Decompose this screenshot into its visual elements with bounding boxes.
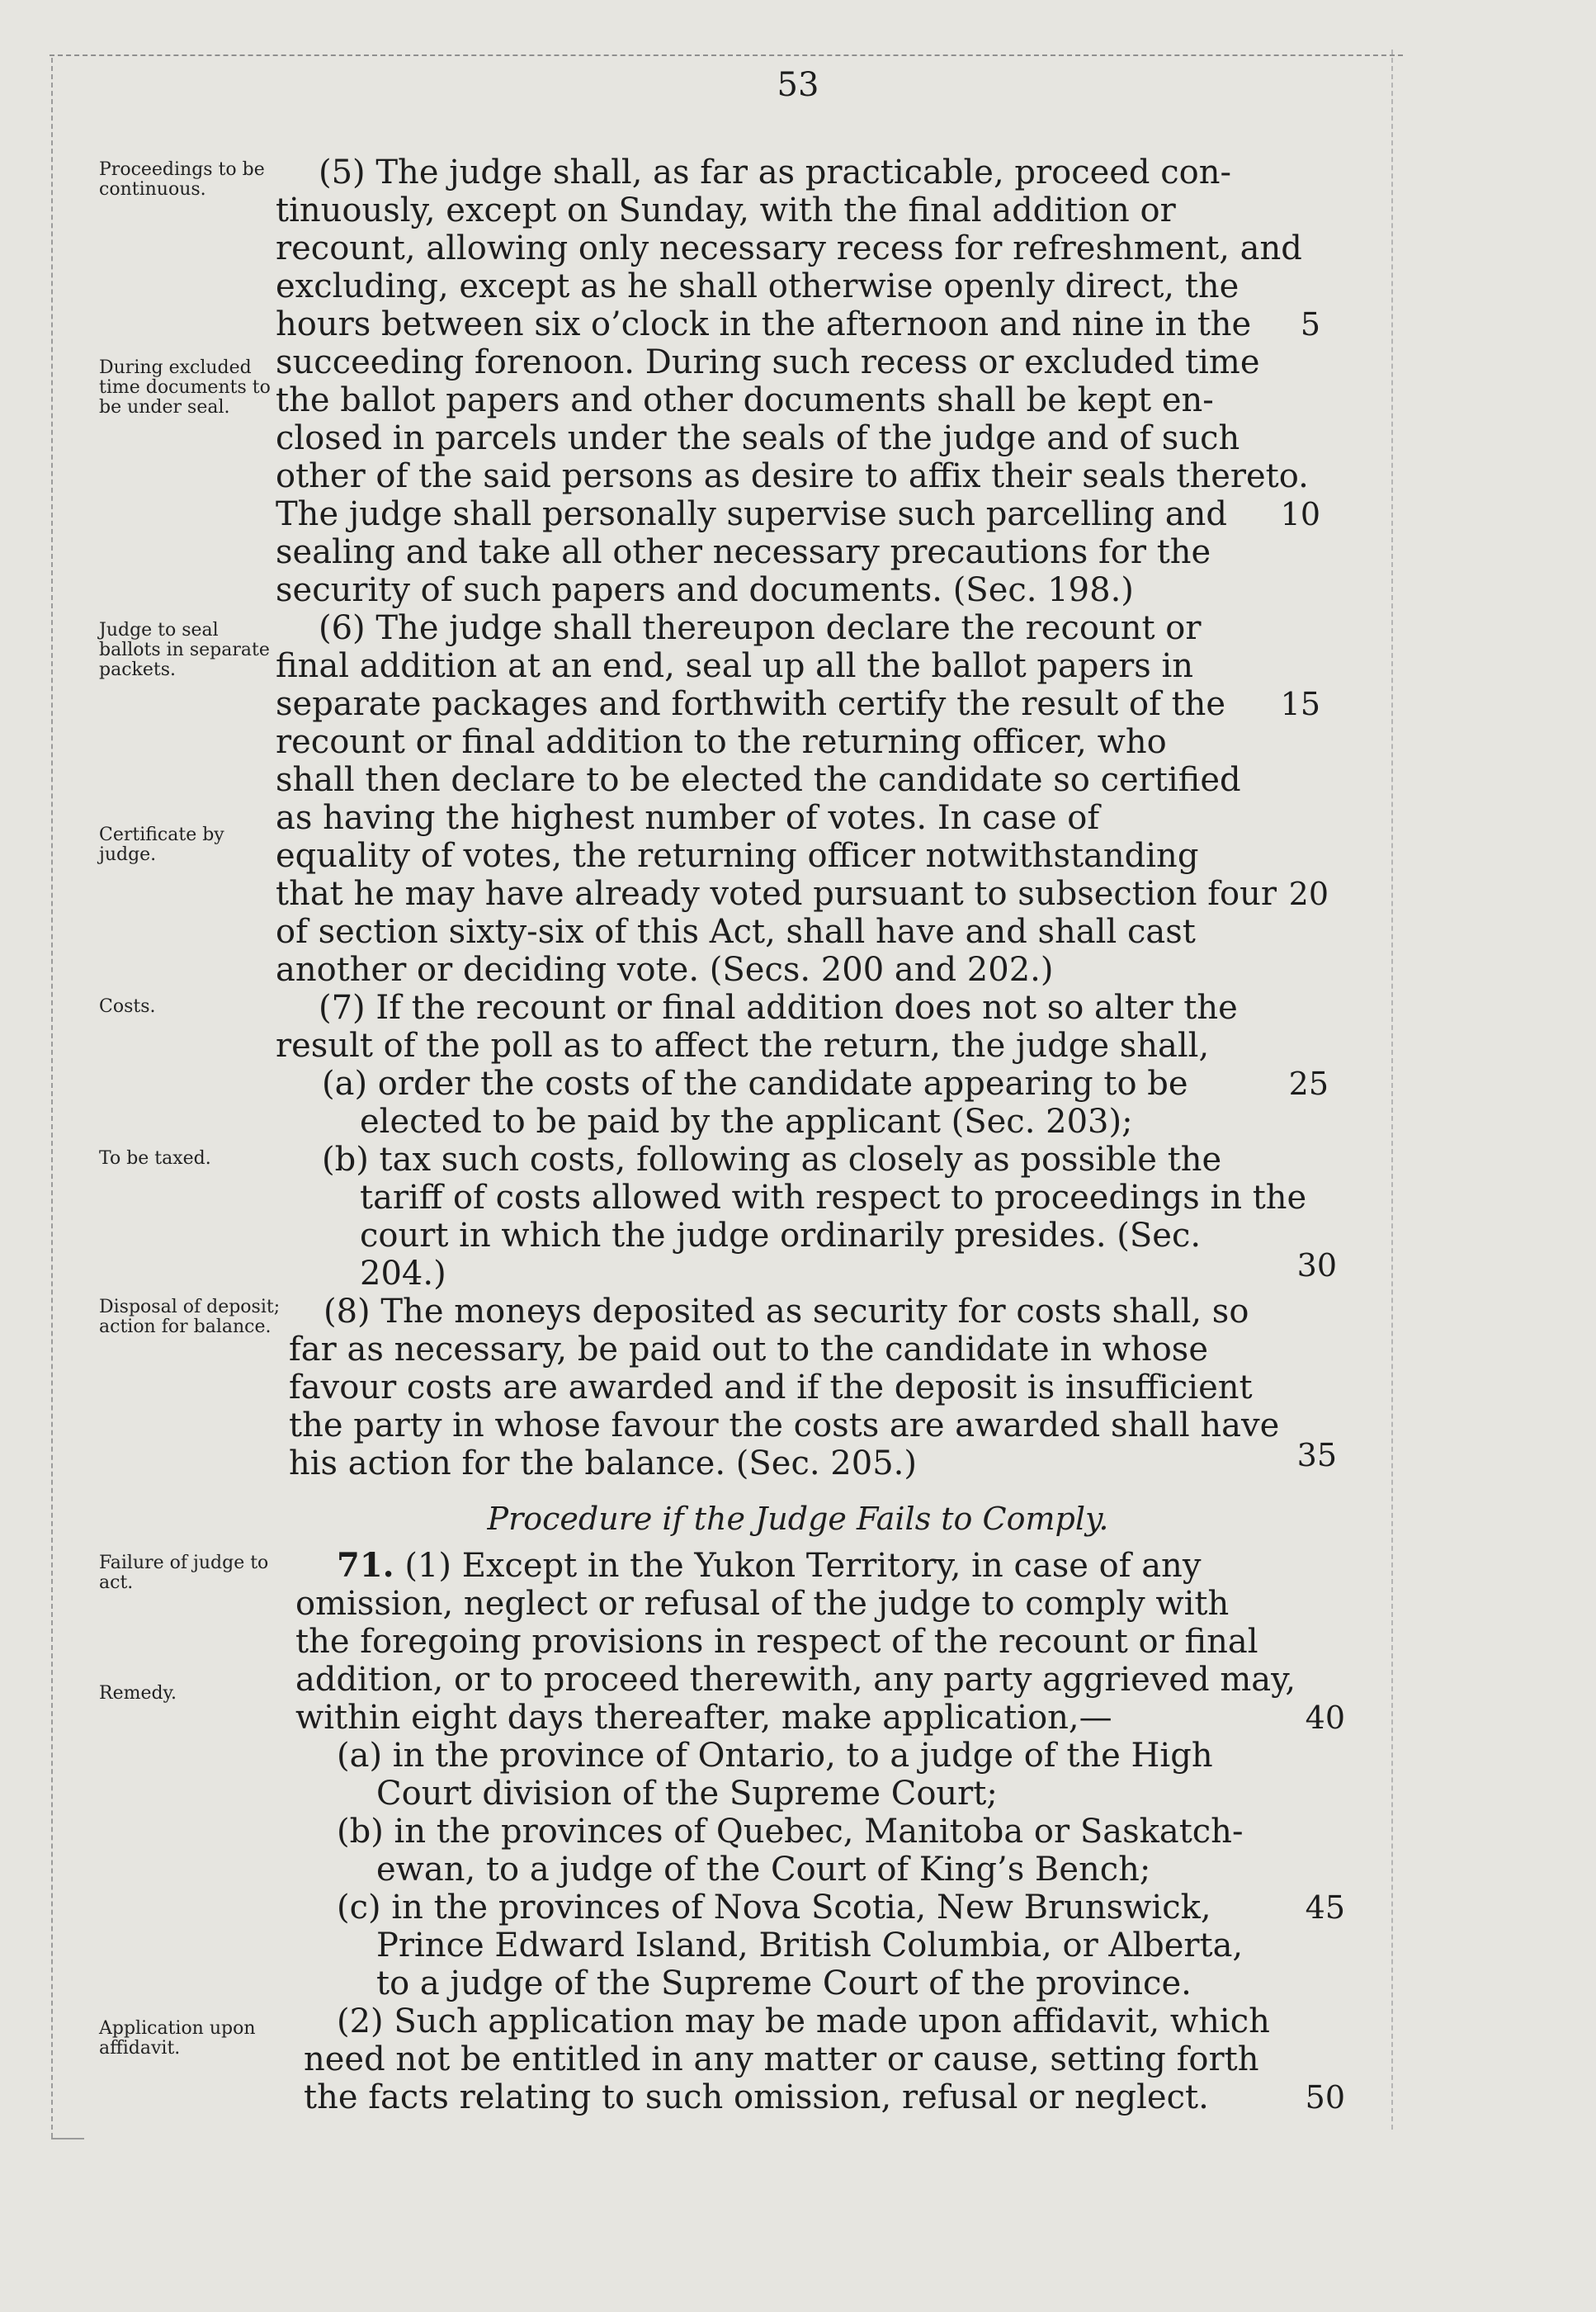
margin-note: Costs. [99,996,156,1017]
body-line: addition, or to proceed therewith, any party aggrieved may, [295,1661,1296,1699]
margin-note: During excluded time documents to be under seal. [99,357,271,418]
body-line: Prince Edward Island, British Columbia, or Alberta, [376,1927,1244,1964]
line-number: 5 [1300,306,1320,343]
body-line: succeeding forenoon. During such recess or excluded time [276,343,1260,381]
margin-note: To be taxed. [99,1148,211,1169]
body-line: shall then declare to be elected the candidate so certified [276,761,1241,799]
body-line: to a judge of the Supreme Court of the province. [376,1964,1192,2002]
body-line: The judge shall personally supervise such parcelling and [276,495,1228,533]
body-line: equality of votes, the returning officer notwithstanding [276,837,1199,875]
body-line: (b) in the provinces of Quebec, Manitoba or Saskatch- [337,1813,1244,1851]
section-71-first-line [337,1547,1201,1585]
body-line: (a) in the province of Ontario, to a judge of the High [337,1737,1213,1775]
body-line: the facts relating to such omission, refusal or neglect. [304,2078,1209,2116]
body-line: of section sixty-six of this Act, shall have and shall cast [276,913,1196,951]
margin-note: Remedy. [99,1683,177,1704]
body-line-text: (1) Except in the Yukon Territory, in case of any [404,1547,1202,1585]
body-line: the foregoing provisions in respect of the recount or final [295,1623,1258,1661]
body-line: as having the highest number of votes. In case of [276,799,1100,837]
scan-border-right [1391,50,1393,2130]
body-line: sealing and take all other necessary precautions for the [276,533,1211,571]
section-heading: Procedure if the Judge Fails to Comply. [487,1501,1109,1537]
body-line: within eight days thereafter, make application,— [295,1699,1112,1737]
line-number: 50 [1305,2079,1345,2116]
line-number: 10 [1280,496,1320,532]
body-line: tariff of costs allowed with respect to proceedings in the [360,1179,1307,1217]
body-line: that he may have already voted pursuant to subsection four [276,875,1277,913]
body-line: excluding, except as he shall otherwise openly direct, the [276,267,1239,305]
body-line: (7) If the recount or final addition does not so alter the [319,989,1238,1027]
body-line: the ballot papers and other documents shall be kept en- [276,381,1214,419]
body-line: ewan, to a judge of the Court of King’s Bench; [376,1851,1151,1889]
body-line: closed in parcels under the seals of the judge and of such [276,419,1240,457]
body-line: (2) Such application may be made upon affidavit, which [337,2002,1270,2040]
body-line: Court division of the Supreme Court; [376,1775,998,1813]
section-number: 71. [337,1546,394,1585]
body-line: (6) The judge shall thereupon declare the recount or [319,609,1202,647]
scan-border-left [51,58,53,2138]
body-line: tinuously, except on Sunday, with the final addition or [276,191,1176,229]
margin-note: Certificate by judge. [99,825,224,865]
margin-note: Proceedings to be continuous. [99,159,265,200]
body-line: (a) order the costs of the candidate appearing to be [322,1065,1188,1103]
margin-note: Application upon affidavit. [99,2018,256,2059]
body-line: security of such papers and documents. (Sec. 198.) [276,571,1134,609]
body-line: omission, neglect or refusal of the judge to comply with [295,1585,1230,1623]
margin-note: Failure of judge to act. [99,1553,269,1593]
line-number: 20 [1288,876,1329,912]
body-line: elected to be paid by the applicant (Sec. 203); [360,1103,1133,1141]
body-line: (5) The judge shall, as far as practicable, proceed con- [319,154,1232,191]
line-number: 35 [1296,1437,1337,1473]
body-line: his action for the balance. (Sec. 205.) [289,1444,917,1482]
body-line: (c) in the provinces of Nova Scotia, New Brunswick, [337,1889,1211,1927]
body-line: 204.) [360,1255,446,1293]
line-number: 45 [1305,1889,1345,1926]
body-line: need not be entitled in any matter or cause, setting forth [304,2040,1259,2078]
body-line: (8) The moneys deposited as security for costs shall, so [323,1293,1249,1331]
margin-note: Disposal of deposit; action for balance. [99,1297,281,1337]
body-line: favour costs are awarded and if the deposit is insufficient [289,1369,1253,1407]
body-line: final addition at an end, seal up all the ballot papers in [276,647,1194,685]
body-line: far as necessary, be paid out to the candidate in whose [289,1331,1208,1369]
page-number: 53 [777,66,819,104]
line-number: 15 [1280,686,1320,722]
body-line: result of the poll as to affect the return, the judge shall, [276,1027,1210,1065]
body-line: other of the said persons as desire to affix their seals thereto. [276,457,1309,495]
body-line: another or deciding vote. (Secs. 200 and 202.) [276,951,1054,989]
line-number: 25 [1288,1066,1329,1102]
body-line: court in which the judge ordinarily presides. (Sec. [360,1217,1202,1255]
body-line: (b) tax such costs, following as closely as possible the [322,1141,1222,1179]
body-line: recount, allowing only necessary recess for refreshment, and [276,229,1302,267]
scan-border-bottom [51,2138,84,2139]
body-line: hours between six o’clock in the afternoon and nine in the [276,305,1252,343]
scan-border-top [50,54,1403,56]
line-number: 30 [1296,1247,1337,1284]
body-line: the party in whose favour the costs are awarded shall have [289,1407,1280,1444]
margin-note: Judge to seal ballots in separate packets. [99,620,270,680]
line-number: 40 [1305,1700,1345,1736]
body-line: separate packages and forthwith certify the result of the [276,685,1226,723]
body-line: recount or final addition to the returning officer, who [276,723,1167,761]
